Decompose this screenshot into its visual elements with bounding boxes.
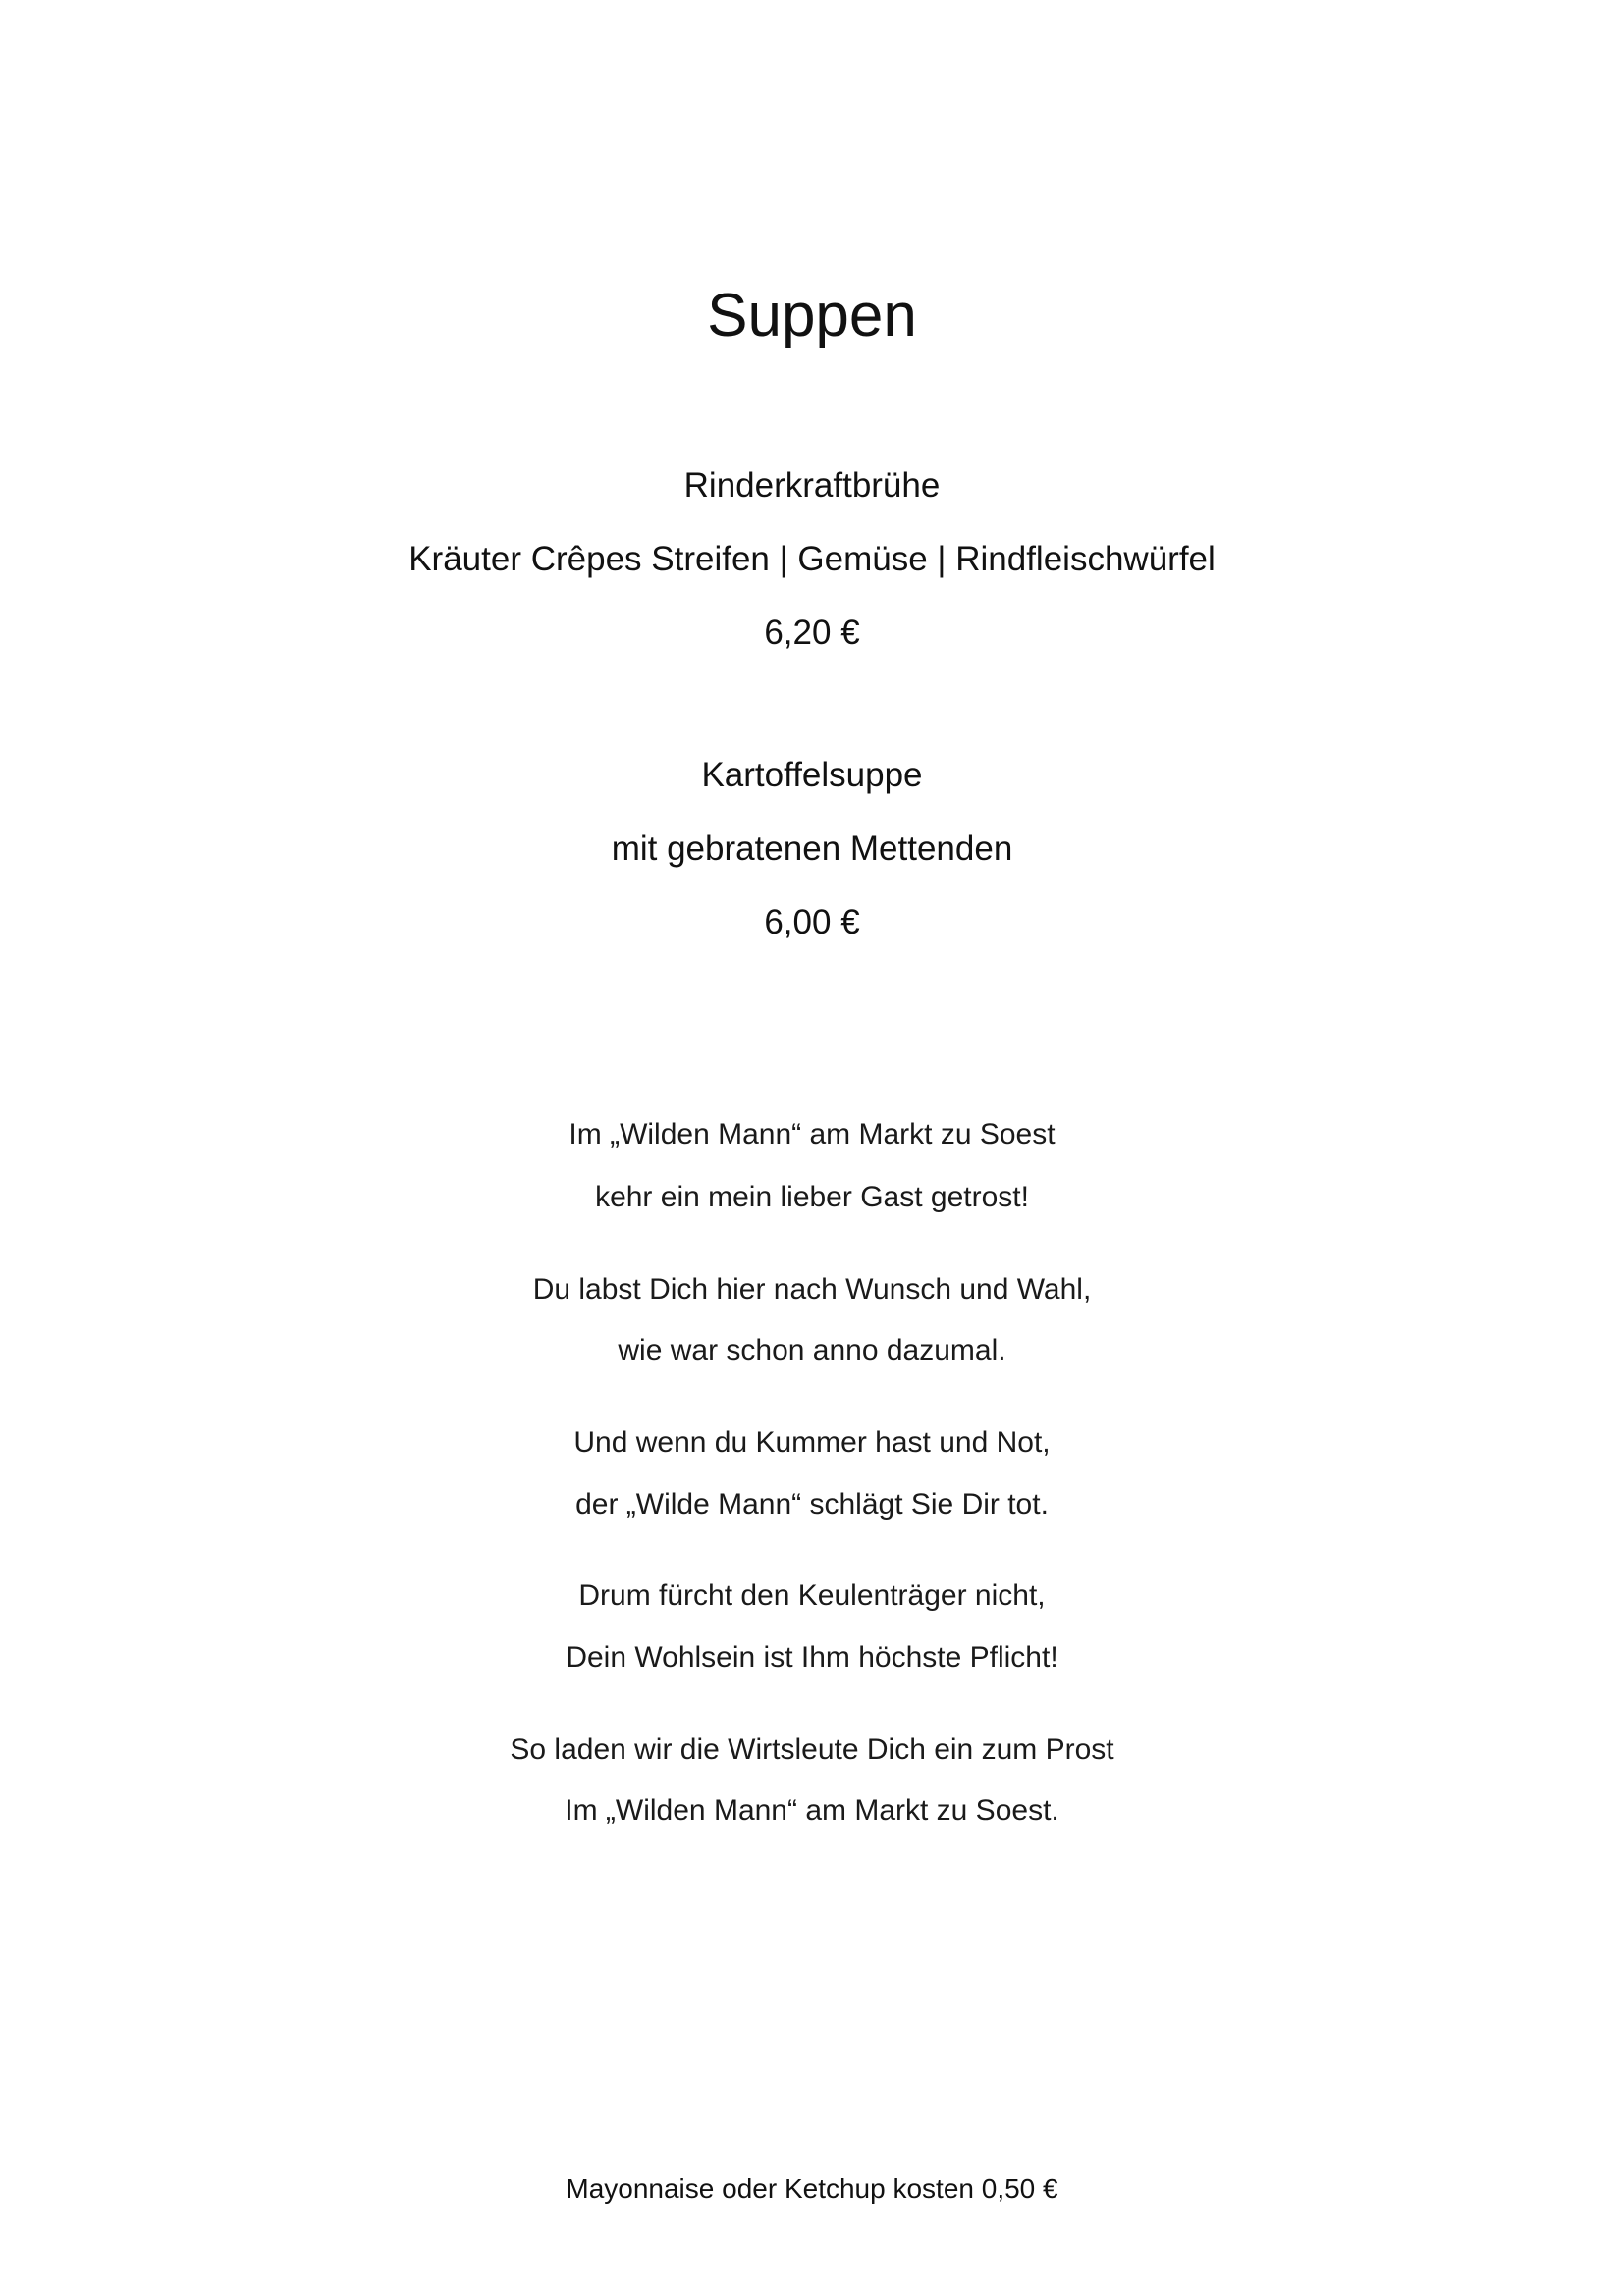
dish-price: 6,00 € xyxy=(764,903,860,941)
dish-name: Rinderkraftbrühe xyxy=(683,466,941,505)
poem-line: Und wenn du Kummer hast und Not, xyxy=(573,1426,1051,1459)
poem-line: der „Wilde Mann“ schlägt Sie Dir tot. xyxy=(575,1488,1049,1521)
poem-line: Im „Wilden Mann“ am Markt zu Soest. xyxy=(565,1794,1059,1827)
poem-line: Du labst Dich hier nach Wunsch und Wahl, xyxy=(532,1273,1092,1306)
poem-line: Drum fürcht den Keulenträger nicht, xyxy=(578,1579,1046,1612)
poem-line: Dein Wohlsein ist Ihm höchste Pflicht! xyxy=(566,1641,1058,1674)
poem-line: So laden wir die Wirtsleute Dich ein zum Prost xyxy=(510,1734,1114,1766)
dish-description: mit gebratenen Mettenden xyxy=(611,829,1013,868)
poem-line: kehr ein mein lieber Gast getrost! xyxy=(595,1181,1029,1213)
dish-name: Kartoffelsuppe xyxy=(701,756,923,794)
dish-price: 6,20 € xyxy=(764,614,860,652)
poem-line: wie war schon anno dazumal. xyxy=(618,1334,1006,1366)
poem-line: Im „Wilden Mann“ am Markt zu Soest xyxy=(568,1118,1056,1150)
dish-description: Kräuter Crêpes Streifen | Gemüse | Rindfleischwürfel xyxy=(408,540,1216,578)
footer-note: Mayonnaise oder Ketchup kosten 0,50 € xyxy=(566,2173,1058,2204)
page-title: Suppen xyxy=(707,282,917,349)
